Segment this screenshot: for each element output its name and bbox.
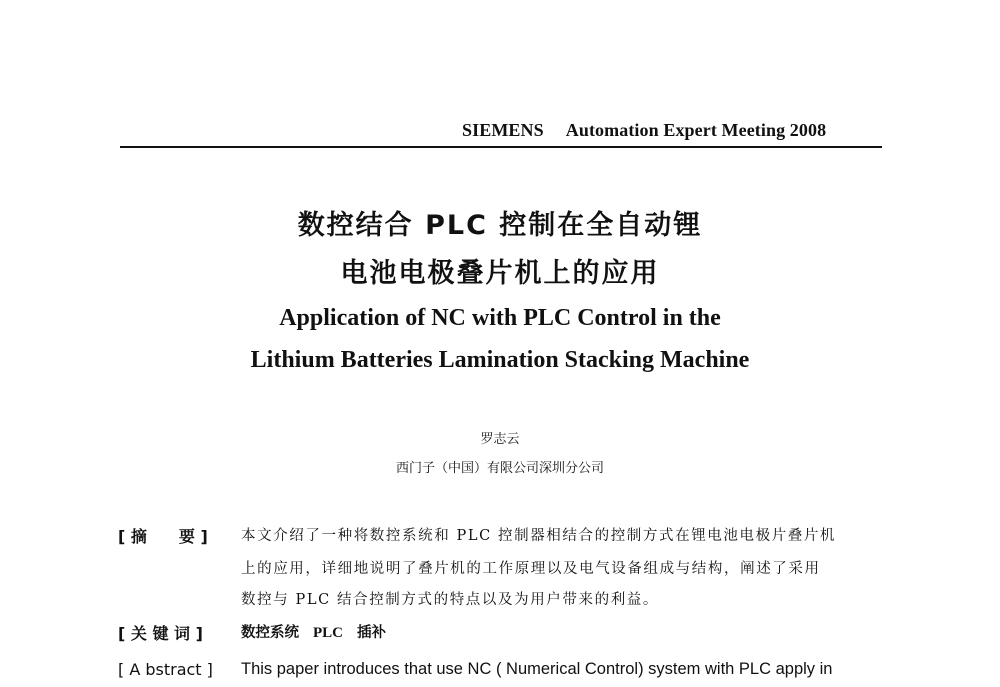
- title-zh-line-2: 电池电极叠片机上的应用: [340, 258, 660, 289]
- header-event: Automation Expert Meeting 2008: [565, 120, 827, 140]
- author-name: 罗志云: [480, 432, 520, 447]
- keyword-item: 数控系统: [241, 625, 299, 641]
- abstract-zh-line-3: 数控与 PLC 结合控制方式的特点以及为用户带来的利益。: [241, 592, 659, 608]
- header-brand: SIEMENS: [462, 120, 544, 140]
- keyword-item: 插补: [357, 625, 386, 641]
- title-en-line-2: Lithium Batteries Lamination Stacking Machine: [250, 347, 750, 373]
- abstract-en-line-1: This paper introduces that use NC ( Numerical Control) system with PLC apply in: [241, 660, 833, 678]
- keywords-list: [241, 621, 400, 642]
- keyword-item: PLC: [313, 625, 343, 641]
- abstract-zh-line-1: 本文介绍了一种将数控系统和 PLC 控制器相结合的控制方式在锂电池电极片叠片机: [241, 528, 837, 544]
- abstract-zh-label: [ 摘 要 ]: [118, 527, 208, 546]
- keywords-label: [ 关 键 词 ]: [118, 624, 203, 643]
- abstract-en-label: [ A bstract ]: [118, 660, 213, 679]
- running-header: [462, 120, 826, 141]
- header-rule: [120, 146, 882, 148]
- abstract-zh-line-2: 上的应用，详细地说明了叠片机的工作原理以及电气设备组成与结构，阐述了采用: [241, 561, 821, 577]
- author-affiliation: 西门子（中国）有限公司深圳分公司: [395, 461, 604, 476]
- title-en-line-1: Application of NC with PLC Control in the: [279, 305, 721, 331]
- title-zh-line-1: 数控结合 PLC 控制在全自动锂: [297, 210, 703, 241]
